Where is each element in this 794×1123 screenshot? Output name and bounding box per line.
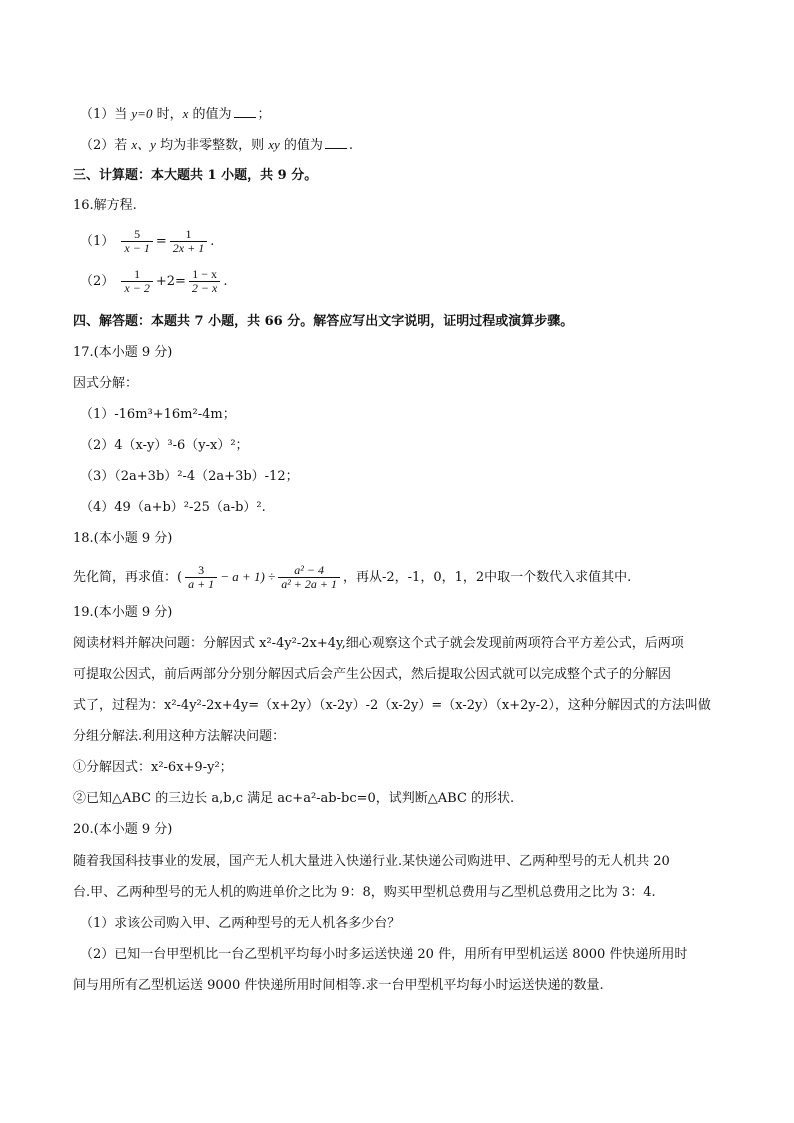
q19-line-3: 式了，过程为：x²-4y²-2x+4y=（x+2y）（x-2y）-2（x-2y）=（x-2y）（x+2y-2），这种分解因式的方法叫做 xyxy=(73,698,711,713)
fraction-denominator: 2 − x xyxy=(189,281,220,295)
fraction-numerator: 5 xyxy=(134,227,141,241)
q18-tail: ，再从-2，-1，0，1，2中取一个数代入求值其中. xyxy=(343,570,632,585)
q15-part2-prefix: （2）若 xyxy=(80,138,132,153)
q17-item-3: （3）（2a+3b）²-4（2a+3b）-12； xyxy=(80,469,299,484)
fraction xyxy=(185,564,217,591)
q20-line-5: 间与用所有乙型机运送 9000 件快递所用时间相等.求一台甲型机平均每小时运送快递的数量. xyxy=(73,978,604,993)
q15-part1-tail: 的值为 xyxy=(188,107,232,122)
plus-two-equals: +2= xyxy=(155,274,186,289)
q16-part2 xyxy=(80,268,228,295)
q15-part2-mid: 均为非零整数，则 xyxy=(155,138,269,153)
q17-intro: 因式分解： xyxy=(73,376,139,391)
fraction-numerator: 3 xyxy=(198,563,205,577)
q18-lead: 先化简，再求值：( xyxy=(73,570,183,585)
q16-part1-label: （1） xyxy=(80,234,115,249)
q20-line-2: 台.甲、乙两种型号的无人机的购进单价之比为 9：8，购买甲型机总费用与乙型机总费用之比为 3：4. xyxy=(73,885,656,900)
fraction-numerator: a² − 4 xyxy=(294,563,324,577)
q15-part1-end: ； xyxy=(257,107,271,122)
fraction-denominator: a + 1 xyxy=(185,577,217,591)
fraction-numerator: 1 xyxy=(185,227,192,241)
q19-line-2: 可提取公因式，前后两部分分别分解因式后会产生公因式，然后提取公因式就可以完成整个式子的分解因 xyxy=(73,667,672,682)
fraction xyxy=(278,564,340,591)
q19-line-6: ②已知△ABC 的三边长 a,b,c 满足 ac+a²-ab-bc=0，试判断△ABC 的形状. xyxy=(73,791,515,806)
section-4-heading: 四、解答题：本题共 7 小题，共 66 分。解答应写出文字说明，证明过程或演算步骤。 xyxy=(73,314,574,329)
q16-part2-end: . xyxy=(223,274,228,289)
q20-line-4: （2）已知一台甲型机比一台乙型机平均每小时多运送快递 20 件，用所有甲型机运送 8000 件快递所用时 xyxy=(80,947,688,962)
q15-part2-variables: x、y xyxy=(131,137,156,152)
q15-part2 xyxy=(80,136,353,155)
q15-part1-condition: y=0 xyxy=(131,106,153,121)
fraction xyxy=(170,228,207,255)
fraction xyxy=(121,268,152,295)
q15-part2-end: . xyxy=(348,138,354,153)
fraction-denominator: x − 1 xyxy=(121,241,152,255)
q20-title: 20.(本小题 9 分) xyxy=(73,822,173,837)
q17-item-1: （1）-16m³+16m²-4m； xyxy=(80,407,236,422)
q20-line-1: 随着我国科技事业的发展，国产无人机大量进入快递行业.某快递公司购进甲、乙两种型号的无人机共 20 xyxy=(73,854,670,869)
q15-part2-expression: xy xyxy=(268,137,280,152)
fraction-denominator: 2x + 1 xyxy=(170,241,207,255)
fraction-numerator: 1 − x xyxy=(192,267,218,281)
q16-part1 xyxy=(80,228,214,255)
q19-line-1: 阅读材料并解决问题：分解因式 x²-4y²-2x+4y,细心观察这个式子就会发现前两项符合平方差公式，后两项 xyxy=(73,636,684,651)
q18-title: 18.(本小题 9 分) xyxy=(73,531,173,546)
answer-blank[interactable] xyxy=(234,107,256,118)
q17-item-2: （2）4（x-y）³-6（y-x）²； xyxy=(80,438,249,453)
q19-title: 19.(本小题 9 分) xyxy=(73,605,173,620)
answer-blank[interactable] xyxy=(325,138,347,149)
q18-body xyxy=(73,564,631,591)
q17-title: 17.(本小题 9 分) xyxy=(73,345,173,360)
q15-part1-variable: x xyxy=(182,106,189,121)
q15-part1 xyxy=(80,105,271,124)
fraction-denominator: a² + 2a + 1 xyxy=(278,577,340,591)
q17-item-4: （4）49（a+b）²-25（a-b）². xyxy=(80,500,266,515)
fraction-numerator: 1 xyxy=(134,267,141,281)
q16-part1-end: . xyxy=(210,234,215,249)
section-3-heading: 三、计算题：本大题共 1 小题，共 9 分。 xyxy=(73,168,318,183)
q16-title: 16.解方程. xyxy=(73,198,137,213)
equals-sign: = xyxy=(155,234,167,249)
fraction xyxy=(189,268,220,295)
q19-line-4: 分组分解法.利用这种方法解决问题： xyxy=(73,729,286,744)
q15-part1-prefix: （1）当 xyxy=(80,107,132,122)
q16-part2-label: （2） xyxy=(80,274,115,289)
q15-part2-tail: 的值为 xyxy=(279,138,323,153)
q15-part1-mid: 时， xyxy=(152,107,183,122)
q20-line-3: （1）求该公司购入甲、乙两种型号的无人机各多少台？ xyxy=(80,916,401,931)
fraction xyxy=(121,228,152,255)
q18-middle-expression: − a + 1) ÷ xyxy=(220,569,276,584)
q19-line-5: ①分解因式：x²-6x+9-y²； xyxy=(73,760,233,775)
fraction-denominator: x − 2 xyxy=(121,281,152,295)
